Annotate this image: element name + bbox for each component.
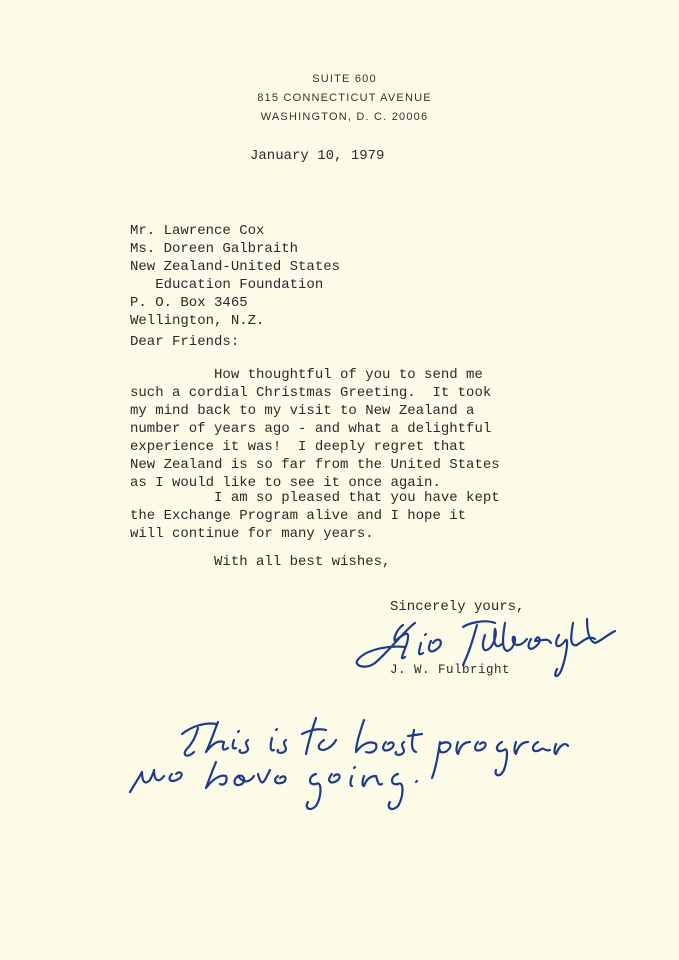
letterhead-street: 815 CONNECTICUT AVENUE	[257, 92, 432, 104]
letter-date: January 10, 1979	[250, 148, 385, 164]
address-line: New Zealand-United States	[130, 259, 341, 275]
body-line: as I would like to see it once again.	[130, 475, 441, 491]
body-line: will continue for many years.	[130, 526, 374, 542]
signoff: Sincerely yours,	[390, 599, 525, 615]
body-line: New Zealand is so far from the United States	[130, 457, 500, 473]
body-line: such a cordial Christmas Greeting. It took	[130, 385, 492, 401]
salutation: Dear Friends:	[130, 334, 240, 350]
address-line: Wellington, N.Z.	[130, 313, 265, 329]
recipient-address	[130, 222, 340, 330]
address-line: Mr. Lawrence Cox	[130, 223, 265, 239]
body-paragraph-2	[130, 489, 500, 543]
body-line: my mind back to my visit to New Zealand a	[130, 403, 475, 419]
address-line: Education Foundation	[130, 277, 324, 293]
address-line: Ms. Doreen Galbraith	[130, 241, 299, 257]
body-line: number of years ago - and what a delightful	[130, 421, 492, 437]
body-line: I am so pleased that you have kept	[130, 490, 500, 506]
body-line: How thoughtful of you to send me	[130, 367, 483, 383]
handwritten-note	[120, 700, 570, 820]
body-line: experience it was! I deeply regret that	[130, 439, 467, 455]
letterhead	[0, 70, 679, 127]
body-line: the Exchange Program alive and I hope it	[130, 508, 467, 524]
closing-line: With all best wishes,	[130, 554, 391, 570]
typed-signature: J. W. Fulbright	[390, 663, 511, 677]
body-paragraph-1	[130, 366, 500, 492]
address-line: P. O. Box 3465	[130, 295, 248, 311]
letterhead-city: WASHINGTON, D. C. 20006	[260, 111, 429, 123]
letterhead-suite: SUITE 600	[312, 73, 377, 85]
